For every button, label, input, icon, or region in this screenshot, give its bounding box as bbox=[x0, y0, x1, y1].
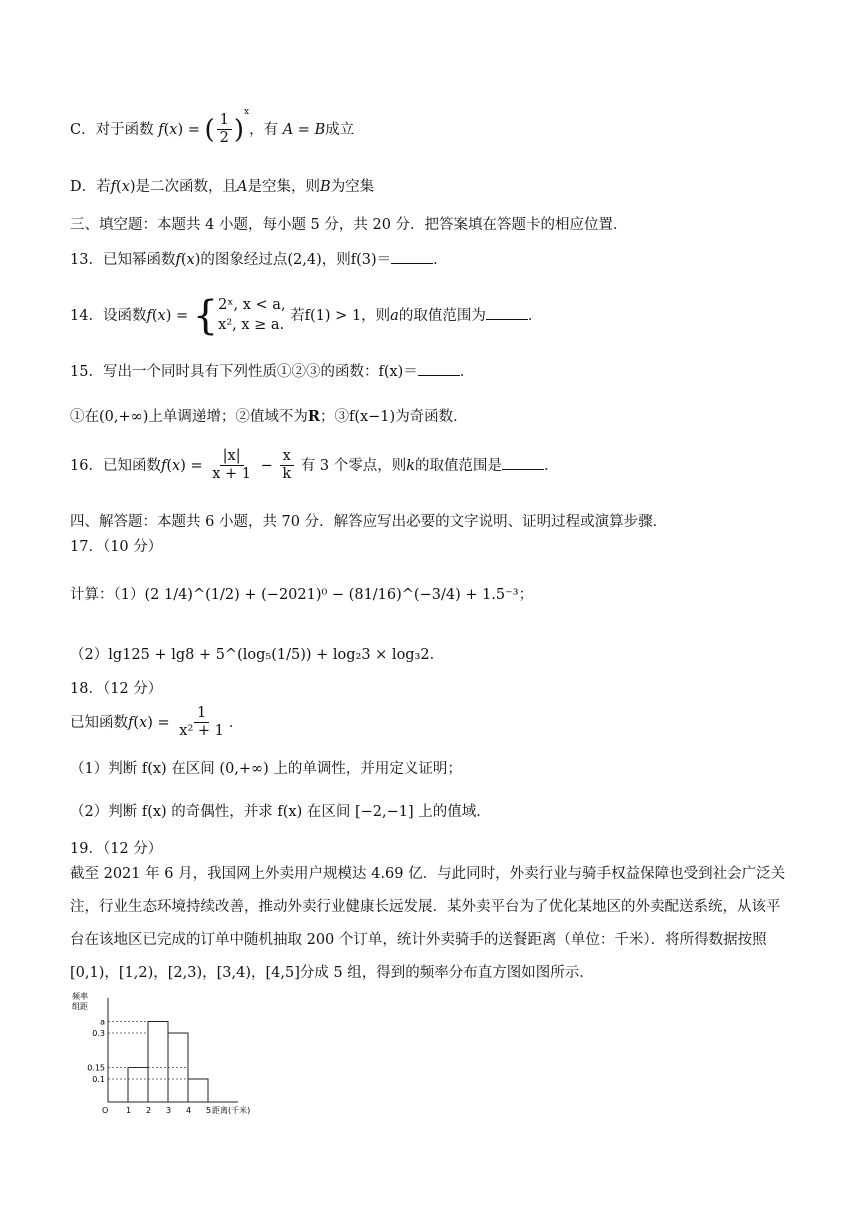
frequency-histogram bbox=[70, 990, 270, 1120]
y-tick-label: a bbox=[100, 1017, 105, 1027]
answer-blank bbox=[486, 307, 528, 320]
x-tick-label: 2 bbox=[146, 1106, 152, 1115]
histogram-bar bbox=[128, 1068, 148, 1103]
answer-blank bbox=[391, 251, 433, 264]
section-4-heading: 四、解答题：本题共 6 小题，共 70 分．解答应写出必要的文字说明、证明过程或演算步骤． bbox=[70, 514, 668, 530]
question-18-heading: 18．（12 分） bbox=[70, 681, 163, 697]
question-15-properties: ①在(0,+∞)上单调递增；②值域不为R；③f(x−1)为奇函数． bbox=[70, 408, 468, 425]
y-axis-label-top: 频率 bbox=[72, 992, 88, 1001]
x-tick-label: 1 bbox=[126, 1106, 132, 1115]
histogram-bar bbox=[188, 1079, 208, 1102]
x-axis-label: 距离(千米) bbox=[212, 1106, 251, 1115]
question-19-heading: 19．（12 分） bbox=[70, 841, 163, 857]
question-18-part-2: （2）判断 f(x) 的奇偶性，并求 f(x) 在区间 [−2,−1] 上的值域． bbox=[70, 804, 491, 820]
x-tick-label: 3 bbox=[166, 1106, 172, 1115]
question-15: 15．写出一个同时具有下列性质①②③的函数：f(x)＝ ． bbox=[70, 364, 475, 380]
option-c: C．对于函数 f(x) = ( $\frac{1}{2}$ )$^x$，有 A = B成立 bbox=[70, 107, 355, 147]
y-tick-label: 0.3 bbox=[92, 1029, 105, 1038]
answer-blank bbox=[418, 363, 460, 376]
question-17-part-1: 计算：（1）(2 1/4)^(1/2) + (−2021)⁰ − (81/16)^(−3/4) + 1.5⁻³； bbox=[70, 587, 534, 603]
histogram-bar bbox=[148, 1022, 168, 1103]
x-tick-label: 4 bbox=[186, 1106, 192, 1115]
piecewise-cases: 2ˣ, x < a, x², x ≥ a. bbox=[218, 297, 286, 333]
x-tick-label: 5 bbox=[206, 1106, 212, 1115]
question-17-part-2: （2）lg125 + lg8 + 5^(log₅(1/5)) + log₂3 × log₃2． bbox=[70, 647, 445, 663]
option-c-prefix: C．对于函数 bbox=[70, 121, 154, 138]
y-tick-label: 0.1 bbox=[92, 1075, 105, 1084]
fraction: $\frac{1}{2}$ bbox=[217, 112, 232, 148]
question-13: 13．已知幂函数f(x)的图象经过点(2,4)，则f(3)＝ ． bbox=[70, 252, 448, 268]
y-tick-label: 0.15 bbox=[87, 1063, 105, 1073]
question-16: 16．已知函数f(x) = $\frac{|x|}{x + 1}$ − $\frac{x}{k}$ 有 3 个零点，则k的取值范围是 ． bbox=[70, 448, 559, 483]
question-18-definition: 已知函数f(x) = $\frac{1}{\text{x² + 1}}$ ． bbox=[70, 705, 244, 740]
answer-blank bbox=[502, 457, 544, 470]
y-axis-label-bottom: 组距 bbox=[72, 1002, 88, 1011]
question-18-part-1: （1）判断 f(x) 在区间 (0,+∞) 上的单调性，并用定义证明； bbox=[70, 761, 462, 777]
option-d: D．若f(x)是二次函数，且A是空集，则B为空集 bbox=[70, 179, 375, 195]
question-17-heading: 17．（10 分） bbox=[70, 539, 163, 555]
section-3-heading: 三、填空题：本题共 4 小题，每小题 5 分，共 20 分．把答案填在答题卡的相应位置． bbox=[70, 217, 628, 233]
question-19-body: 截至 2021 年 6 月，我国网上外卖用户规模达 4.69 亿．与此同时，外卖行业与骑手权益保障也受到社会广泛关注，行业生态环境持续改善，推动外卖行业健康长远发展．某外卖平台为了优化某地区的外卖配送系统，从该平台在该地区已完成的订单中随机抽取 200 个订单，统计外卖骑手的送餐距离（单位：千米）．将所得数据按照[0,1)，[1,2)，[2,3)，[3,4)，[4,5]分成 5 组，得到的频率分布直方图如图所示． bbox=[70, 866, 786, 981]
question-14: 14．设函数f(x) = { 2ˣ, x < a, x², x ≥ a. 若f(1) > 1，则a的取值范围为 ． bbox=[70, 293, 543, 339]
x-tick-label: O bbox=[102, 1106, 109, 1115]
